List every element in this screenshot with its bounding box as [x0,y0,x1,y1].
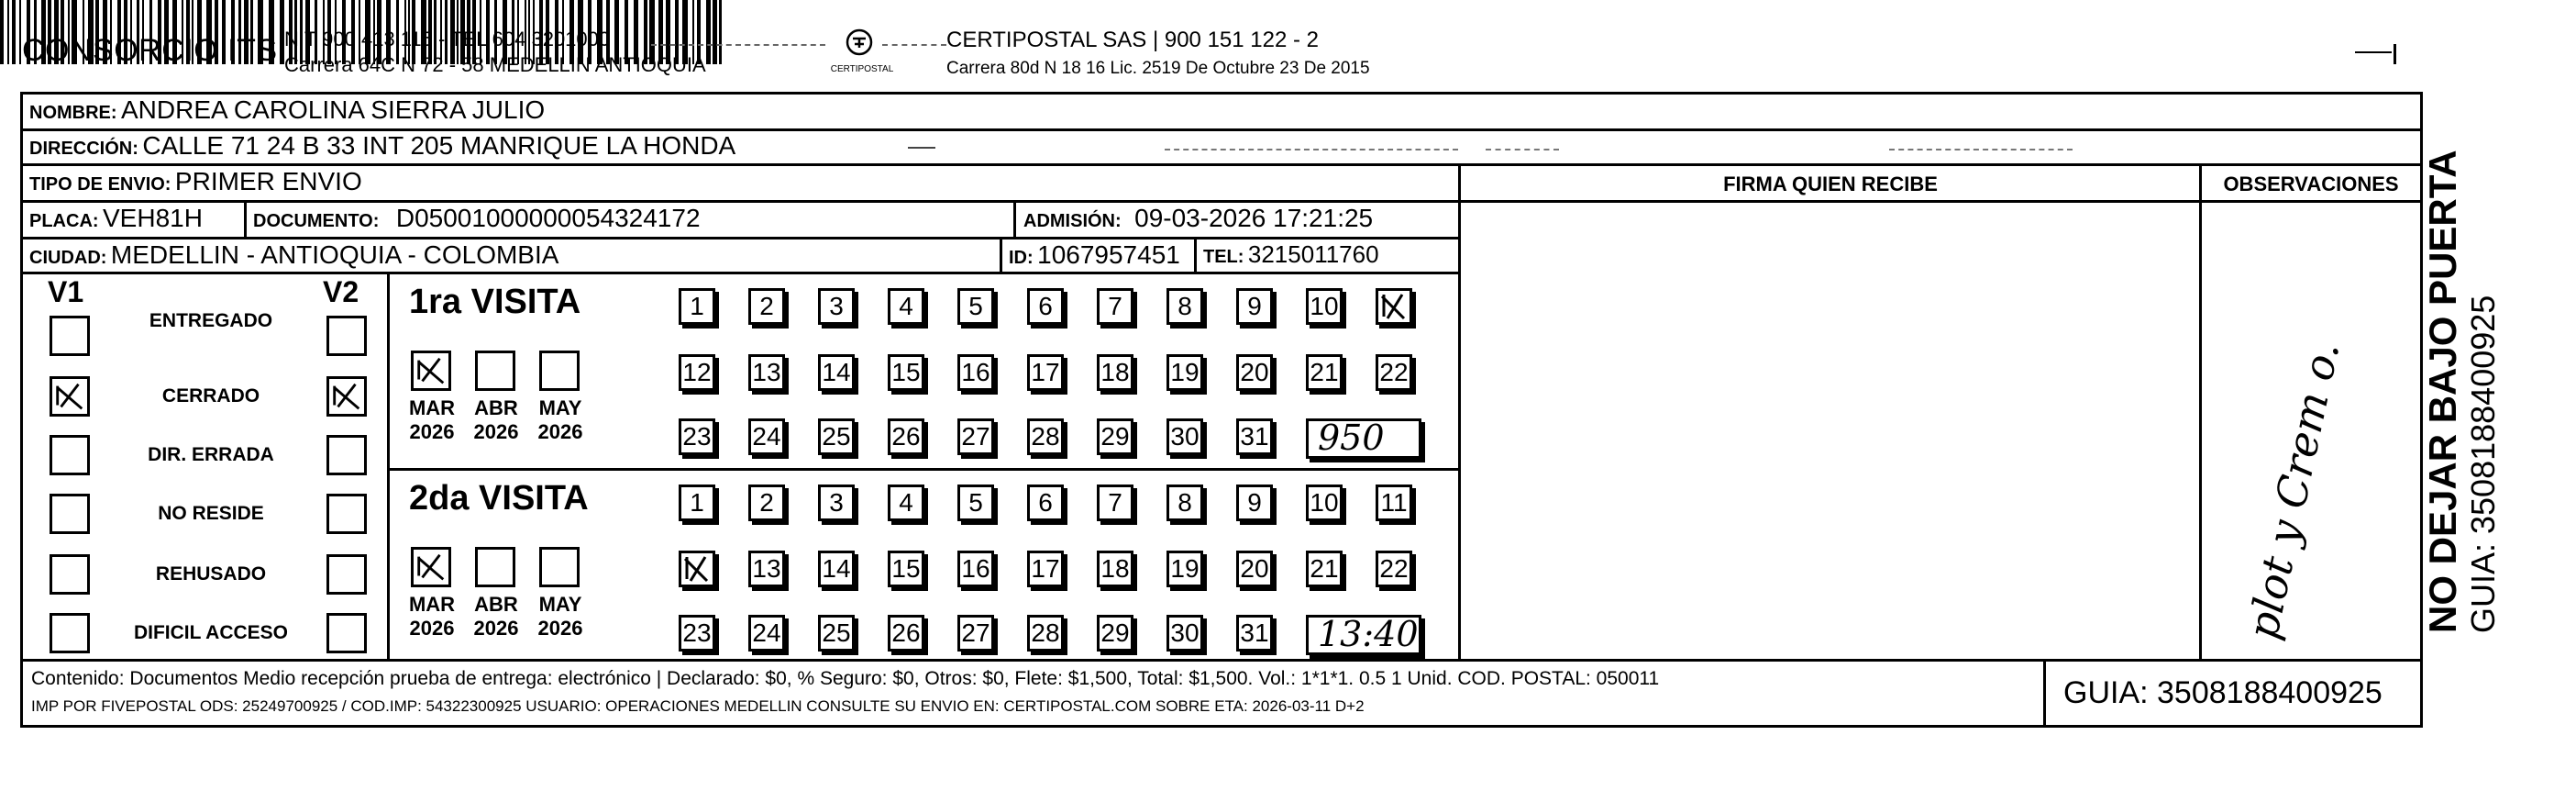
day-box[interactable]: 8 [1166,288,1203,325]
day-box[interactable]: 30 [1166,418,1203,455]
side-text [2421,150,2502,633]
side-guia: GUIA: 3508188400925 [2464,295,2502,633]
day-box[interactable]: 1 [679,288,715,325]
footer-line-2: IMP POR FIVEPOSTAL ODS: 25249700925 / COD.IMP: 54322300925 USUARIO: OPERACIONES MEDELLIN CONSULTE SU ENVIO EN: CERTIPOSTAL.COM SOBRE ETA: 2026-03-11 D+2 [31,697,1365,715]
tel-cell [1203,240,1379,269]
barcode-bar [12,0,16,64]
v1-checkbox[interactable] [50,613,90,653]
v1-checkbox[interactable] [50,435,90,475]
admision-value: 09-03-2026 17:21:25 [1134,204,1374,232]
day-box[interactable]: 25 [818,615,855,652]
barcode-bar [7,0,9,64]
day-box[interactable]: 29 [1097,615,1133,652]
month-label [404,593,460,640]
v2-checkbox[interactable] [326,316,367,356]
day-box[interactable]: 30 [1166,615,1203,652]
handwritten-time: 13:40 [1318,614,1419,654]
day-box[interactable]: 4 [888,485,924,521]
month-label [532,593,589,640]
day-box[interactable]: 9 [1236,485,1273,521]
month-label [468,593,525,640]
day-box[interactable] [1376,288,1412,325]
scribble-line [908,147,935,149]
check-mark-icon [329,379,364,414]
day-box[interactable]: 18 [1097,551,1133,587]
firma-header: FIRMA QUIEN RECIBE [1723,173,1938,195]
month-name: MAY [538,396,582,419]
company-nit: NIT 900 413 115 - TEL 604 3201000 [284,28,611,50]
tel-value: 3215011760 [1247,240,1379,268]
month-year: 2026 [409,617,455,640]
day-box[interactable]: 27 [957,615,994,652]
month-checkbox[interactable] [475,547,515,587]
day-box[interactable]: 21 [1306,551,1343,587]
day-box[interactable]: 16 [957,354,994,391]
footer-line-1: Contenido: Documentos Medio recepción prueba de entrega: electrónico | Declarado: $0, % Seguro: $0, Otros: $0, Flete: $1,500, Total: $1,500. Vol.: 1*1*1. 0.5 1 Unid. COD. POSTAL: 050011 [31,668,1660,689]
v2-checkbox[interactable] [326,494,367,534]
scribble-line [1486,149,1559,150]
nombre-value: ANDREA CAROLINA SIERRA JULIO [121,95,546,124]
handwritten-time-box[interactable] [1306,418,1421,459]
day-box[interactable]: 14 [818,354,855,391]
nombre-label: NOMBRE: [29,103,117,123]
barcode-bar [0,0,4,64]
day-box[interactable]: 19 [1166,354,1203,391]
id-label: ID: [1009,248,1034,268]
day-box[interactable]: 6 [1027,288,1064,325]
v2-header: V2 [323,275,359,308]
day-box[interactable]: 17 [1027,354,1064,391]
visit-title: 1ra VISITA [409,283,581,321]
day-box[interactable]: 25 [818,418,855,455]
check-mark-icon [414,550,448,585]
v1-checkbox[interactable] [50,494,90,534]
day-box[interactable]: 11 [1376,485,1412,521]
month-name: ABR [474,396,518,419]
admision-cell [1023,204,1373,233]
v1-header: V1 [48,275,84,308]
day-box[interactable]: 22 [1376,551,1412,587]
footer-guia: GUIA: 3508188400925 [2063,675,2383,710]
logo-caption: CERTIPOSTAL [830,64,894,74]
v2-checkbox[interactable] [326,435,367,475]
tel-label: TEL: [1203,247,1244,267]
day-box[interactable]: 22 [1376,354,1412,391]
ciudad-value: MEDELLIN - ANTIOQUIA - COLOMBIA [110,240,559,269]
day-box[interactable]: 15 [888,354,924,391]
corner-mark [2355,51,2392,53]
check-mark-icon [52,379,87,414]
status-label: ENTREGADO [149,310,273,331]
side-warning: NO DEJAR BAJO PUERTA [2421,150,2464,633]
check-mark-icon [414,353,448,388]
barcode-bar [19,0,21,64]
v1-checkbox[interactable] [50,316,90,356]
month-checkbox[interactable] [539,547,580,587]
day-box[interactable]: 2 [748,485,785,521]
direccion-label: DIRECCIÓN: [29,139,138,159]
day-box[interactable]: 26 [888,615,924,652]
month-checkbox[interactable] [475,351,515,391]
day-box[interactable]: 29 [1097,418,1133,455]
status-label: DIR. ERRADA [148,444,274,465]
day-box[interactable]: 19 [1166,551,1203,587]
barcode-bar [706,0,711,64]
day-box[interactable]: 10 [1306,485,1343,521]
nombre-row [29,95,545,125]
day-box[interactable]: 21 [1306,354,1343,391]
day-box[interactable]: 23 [679,615,715,652]
header-dash-2 [882,44,946,46]
day-box[interactable]: 23 [679,418,715,455]
day-box[interactable]: 2 [748,288,785,325]
tipo-row [29,167,362,196]
barcode-bar [719,0,722,64]
day-box[interactable]: 16 [957,551,994,587]
month-year: 2026 [473,617,519,640]
day-box[interactable]: 24 [748,418,785,455]
month-year: 2026 [537,617,583,640]
month-year: 2026 [409,420,455,443]
day-box[interactable]: 31 [1236,615,1273,652]
day-box[interactable] [679,551,715,587]
day-mark-icon [681,553,713,585]
day-box[interactable]: 18 [1097,354,1133,391]
day-box[interactable]: 12 [679,354,715,391]
day-box[interactable]: 13 [748,354,785,391]
header-dash [651,44,825,46]
direccion-row [29,131,735,161]
observaciones-handwriting: plot y Crem o. [2238,337,2349,644]
month-checkbox[interactable] [539,351,580,391]
day-box[interactable]: 17 [1027,551,1064,587]
day-box[interactable]: 14 [818,551,855,587]
v2-checkbox[interactable] [326,554,367,595]
handwritten-time-box[interactable] [1306,615,1421,655]
status-label: REHUSADO [155,563,267,585]
v2-checkbox[interactable] [326,376,367,417]
month-label [468,396,525,444]
day-box[interactable]: 8 [1166,485,1203,521]
day-box[interactable]: 1 [679,485,715,521]
month-label [532,396,589,444]
day-box[interactable]: 4 [888,288,924,325]
day-box[interactable]: 6 [1027,485,1064,521]
placa-cell [29,204,203,233]
day-box[interactable]: 7 [1097,288,1133,325]
day-box[interactable]: 5 [957,485,994,521]
v1-checkbox[interactable] [50,376,90,417]
day-box[interactable]: 5 [957,288,994,325]
tipo-value: PRIMER ENVIO [174,167,362,195]
v1-checkbox[interactable] [50,554,90,595]
day-mark-icon [1378,291,1410,322]
day-box[interactable]: 20 [1236,551,1273,587]
scribble-line [1889,149,2073,150]
barcode-bar [713,0,717,64]
day-box[interactable]: 31 [1236,418,1273,455]
day-box[interactable]: 13 [748,551,785,587]
day-box[interactable]: 26 [888,418,924,455]
month-name: MAR [408,396,456,419]
day-box[interactable]: 28 [1027,418,1064,455]
company-address: Carrera 64C N 72 - 58 MEDELLIN ANTIOQUIA [284,53,706,76]
corner-mark-v [2394,44,2396,64]
observaciones-header: OBSERVACIONES [2223,173,2399,195]
day-box[interactable]: 15 [888,551,924,587]
documento-label: DOCUMENTO: [253,211,380,231]
company-name: CONSORCIO ITS [22,33,278,68]
day-box[interactable]: 24 [748,615,785,652]
v2-checkbox[interactable] [326,613,367,653]
month-year: 2026 [473,420,519,443]
month-label [404,396,460,444]
id-value: 1067957451 [1037,240,1180,269]
day-box[interactable]: 10 [1306,288,1343,325]
day-box[interactable]: 3 [818,485,855,521]
tipo-label: TIPO DE ENVIO: [29,174,171,195]
courier-name: CERTIPOSTAL SAS | 900 151 122 - 2 [946,28,1319,52]
id-cell [1009,240,1180,270]
day-box[interactable]: 3 [818,288,855,325]
placa-label: PLACA: [29,211,99,231]
ciudad-label: CIUDAD: [29,248,107,268]
day-box[interactable]: 9 [1236,288,1273,325]
documento-cell [253,204,701,233]
day-box[interactable]: 27 [957,418,994,455]
month-year: 2026 [537,420,583,443]
visit-title: 2da VISITA [409,479,589,518]
month-name: MAY [538,593,582,616]
courier-address: Carrera 80d N 18 16 Lic. 2519 De Octubre 23 De 2015 [946,59,1370,78]
month-name: MAR [408,593,456,616]
month-checkbox[interactable] [411,351,451,391]
direccion-value: CALLE 71 24 B 33 INT 205 MANRIQUE LA HONDA [142,131,736,160]
day-box[interactable]: 28 [1027,615,1064,652]
documento-value: D05001000000054324172 [395,204,701,232]
day-box[interactable]: 7 [1097,485,1133,521]
placa-value: VEH81H [103,204,203,232]
handwritten-time: 950 [1318,418,1385,458]
month-checkbox[interactable] [411,547,451,587]
ciudad-cell [29,240,558,270]
day-box[interactable]: 20 [1236,354,1273,391]
admision-label: ADMISIÓN: [1023,211,1122,231]
status-label: CERRADO [161,385,260,407]
month-name: ABR [474,593,518,616]
status-label: NO RESIDE [158,503,264,524]
status-label: DIFICIL ACCESO [133,622,288,643]
scribble-line [1165,149,1458,150]
